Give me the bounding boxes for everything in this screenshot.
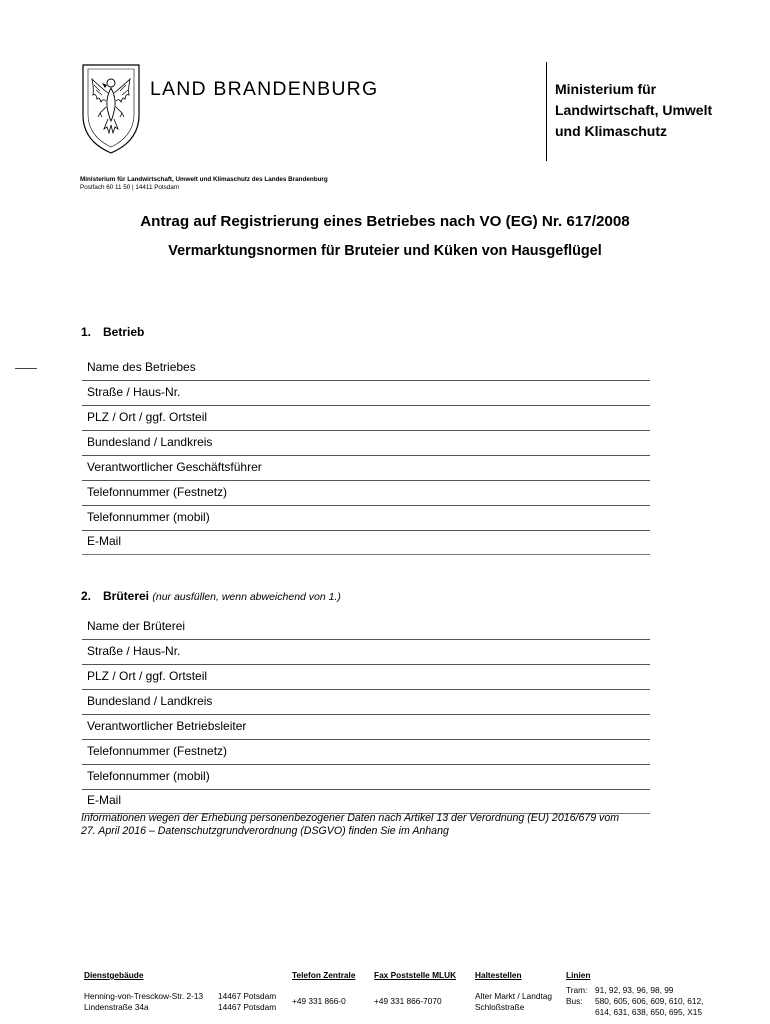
footer-stops-label: Haltestellen [475,970,522,980]
field-label: PLZ / Ort / ggf. Ortsteil [87,669,208,683]
field-label: PLZ / Ort / ggf. Ortsteil [87,410,208,424]
footer-lines [566,970,703,1018]
sender-line-2: Postfach 60 11 50 | 14411 Potsdam [80,184,180,191]
field-hatchery-manager[interactable] [82,714,650,740]
footer-stop-1: Alter Markt / Landtag [475,991,553,1001]
field-label: Straße / Haus-Nr. [87,644,181,658]
field-company-managing-director[interactable] [82,455,650,481]
field-hatchery-street[interactable] [82,639,650,665]
footer-cities [218,991,276,1013]
footer-bus-label: Bus: [566,996,583,1006]
footer-phone [292,970,355,1007]
section-1-heading [81,325,144,339]
ministry-name [555,79,755,142]
field-company-phone-mobile[interactable] [82,505,650,531]
field-hatchery-postcode-city[interactable] [82,664,650,690]
brandenburg-eagle-coat-of-arms-icon [80,63,142,155]
field-label: Bundesland / Landkreis [87,435,213,449]
brand-wordmark: LAND BRANDENBURG [150,78,379,100]
field-label: Straße / Haus-Nr. [87,385,181,399]
section-2-heading [81,589,341,603]
field-hatchery-phone-landline[interactable] [82,739,650,765]
footer-bus-lines-2: 614, 631, 638, 650, 695, X15 [595,1007,703,1017]
section-1-number: 1. [81,325,92,339]
field-company-street[interactable] [82,380,650,406]
footer-stops [475,970,552,1013]
footer-city-1: 14467 Potsdam [218,991,277,1001]
field-label: Bundesland / Landkreis [87,694,213,708]
privacy-notice-line-2: 27. April 2016 – Datenschutzgrundverordnung (DSGVO) finden Sie im Anhang [81,825,449,837]
field-company-phone-landline[interactable] [82,480,650,506]
footer-address-2: Lindenstraße 34a [84,1002,149,1012]
ministry-name-line-2: Landwirtschaft, Umwelt [555,102,713,118]
footer-tram-label: Tram: [566,985,588,995]
footer-phone-number: +49 331 866-0 [292,996,346,1006]
field-company-email[interactable] [82,529,650,555]
sender-address [80,176,328,192]
form-title: Antrag auf Registrierung eines Betriebes nach VO (EG) Nr. 617/2008 [140,213,630,230]
field-label: Name der Brüterei [87,619,186,633]
margin-mark [15,368,37,369]
field-company-name[interactable] [82,355,650,381]
section-2-number: 2. [81,589,92,603]
sender-line-1: Ministerium für Landwirtschaft, Umwelt und Klimaschutz des Landes Brandenburg [80,176,328,183]
form-subtitle: Vermarktungsnormen für Bruteier und Küken von Hausgeflügel [168,243,602,259]
field-hatchery-phone-mobile[interactable] [82,764,650,790]
field-company-state-district[interactable] [82,430,650,456]
section-2-title: Brüterei [103,589,150,603]
footer-tram-lines: 91, 92, 93, 96, 98, 99 [595,985,674,995]
field-label: Telefonnummer (mobil) [87,769,210,783]
field-label: Verantwortlicher Betriebsleiter [87,719,247,733]
section-2-note: (nur ausfüllen, wenn abweichend von 1.) [152,591,341,603]
footer-buildings-label: Dienstgebäude [84,970,144,980]
footer-fax-label: Fax Poststelle MLUK [374,970,457,980]
field-label: Name des Betriebes [87,360,196,374]
privacy-notice-line-1: Informationen wegen der Erhebung personenbezogener Daten nach Artikel 13 der Verordnung (EU) 2016/679 vom [81,812,620,824]
field-label: Telefonnummer (mobil) [87,510,210,524]
ministry-name-line-3: und Klimaschutz [555,123,668,139]
field-hatchery-name[interactable] [82,614,650,640]
field-hatchery-state-district[interactable] [82,689,650,715]
footer-bus-lines-1: 580, 605, 606, 609, 610, 612, [595,996,704,1006]
footer-stop-2: Schloßstraße [475,1002,525,1012]
footer-address-1: Henning-von-Tresckow-Str. 2-13 [84,991,204,1001]
field-company-postcode-city[interactable] [82,405,650,431]
field-label: Telefonnummer (Festnetz) [87,744,228,758]
footer-fax [374,970,456,1007]
footer-fax-number: +49 331 866-7070 [374,996,442,1006]
footer-phone-label: Telefon Zentrale [292,970,356,980]
field-label: E-Mail [87,793,122,807]
header-divider [546,62,547,161]
footer-city-2: 14467 Potsdam [218,1002,277,1012]
field-label: E-Mail [87,534,122,548]
privacy-notice [81,812,681,838]
field-label: Telefonnummer (Festnetz) [87,485,228,499]
field-label: Verantwortlicher Geschäftsführer [87,460,262,474]
footer-buildings [84,970,203,1013]
footer-lines-label: Linien [566,970,591,980]
section-1-title: Betrieb [103,325,145,339]
field-hatchery-email[interactable] [82,788,650,814]
ministry-name-line-1: Ministerium für [555,81,657,97]
